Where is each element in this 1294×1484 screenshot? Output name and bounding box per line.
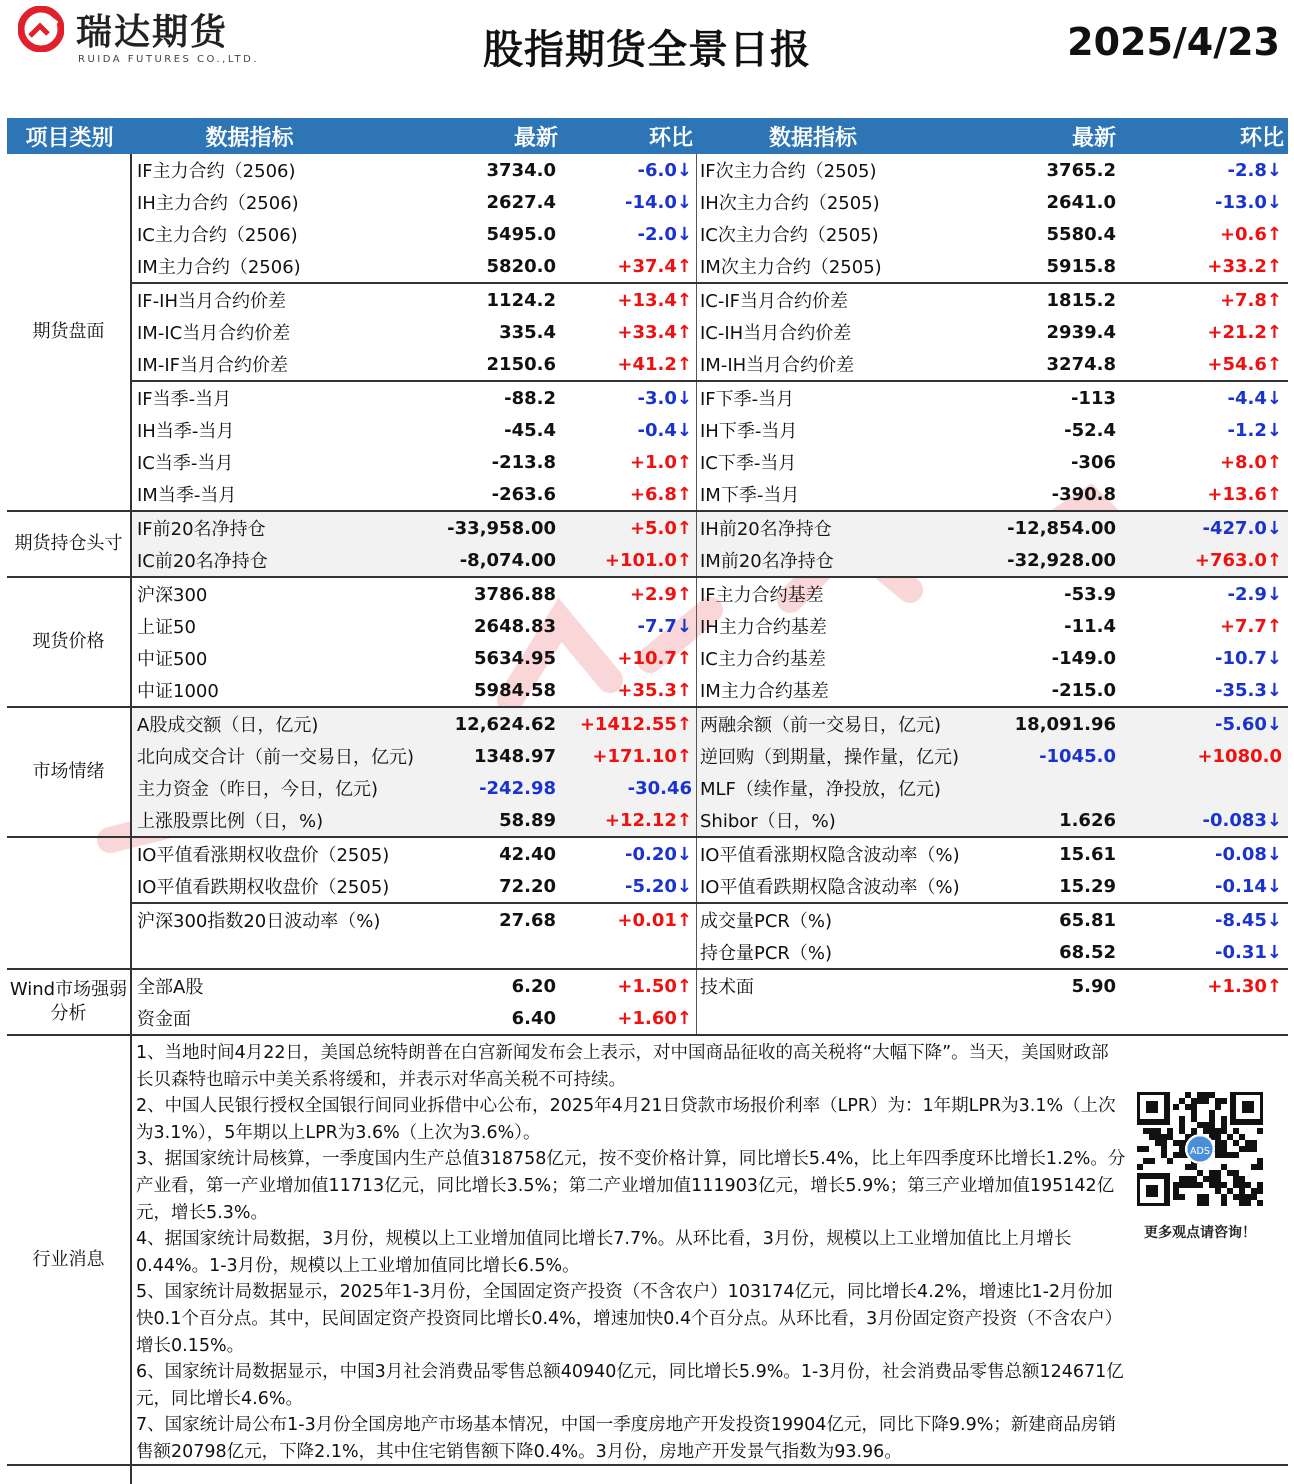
indicator-name: IC次主力合约（2505) xyxy=(700,225,879,246)
change-value: -0.31↓ xyxy=(1215,941,1282,963)
indicator-name: IM-IC当月合约价差 xyxy=(137,323,291,344)
page-title: 股指期货全景日报 xyxy=(483,27,811,73)
indicator-name: 资金面 xyxy=(137,1009,191,1030)
change-value: -30.46 xyxy=(562,772,697,804)
header-change-right: 环比 xyxy=(1239,125,1284,151)
header-indicator-left: 数据指标 xyxy=(205,125,294,151)
change-value: +13.6↑ xyxy=(1207,483,1282,505)
change-value: +21.2↑ xyxy=(1207,321,1282,343)
qr-code-icon xyxy=(1137,1092,1263,1206)
change-value: -10.7↓ xyxy=(1215,647,1282,669)
change-value: -6.0↓ xyxy=(562,154,697,186)
indicator-name: A股成交额（日，亿元) xyxy=(137,715,319,736)
table-row xyxy=(132,674,1288,706)
table-row xyxy=(132,610,1288,642)
latest-value: 5580.4 xyxy=(1046,223,1116,245)
indicator-name: 成交量PCR（%) xyxy=(700,911,833,932)
latest-value: 65.81 xyxy=(1059,909,1116,931)
latest-value: 5915.8 xyxy=(1046,255,1116,277)
indicator-name: 中证500 xyxy=(137,649,208,670)
table-row xyxy=(132,282,1288,316)
section-label xyxy=(7,838,132,968)
table-row xyxy=(132,740,1288,772)
indicator-name: IM下季-当月 xyxy=(700,485,800,506)
latest-value: -149.0 xyxy=(1051,647,1116,669)
bottom-border xyxy=(7,1464,1288,1466)
latest-value: -52.4 xyxy=(1064,419,1116,441)
change-value xyxy=(562,936,697,968)
indicator-name: IM次主力合约（2505) xyxy=(700,257,882,278)
latest-value: 15.29 xyxy=(1059,875,1116,897)
header-change-left: 环比 xyxy=(648,125,693,151)
header-latest-right: 最新 xyxy=(1071,125,1116,151)
indicator-name: IF下季-当月 xyxy=(700,389,795,410)
table-row xyxy=(132,512,1288,544)
indicator-name: IC当季-当月 xyxy=(137,453,234,474)
table-row xyxy=(132,478,1288,510)
change-value: +54.6↑ xyxy=(1207,353,1282,375)
table-header xyxy=(7,118,1288,154)
table-row xyxy=(132,970,1288,1002)
table-section xyxy=(7,968,1288,1034)
latest-value: -242.98 xyxy=(479,777,556,799)
table-row xyxy=(132,154,1288,186)
latest-value: 1.626 xyxy=(1059,809,1116,831)
section-label: Wind市场强弱分析 xyxy=(7,970,132,1034)
indicator-name: IM-IH当月合约价差 xyxy=(700,355,855,376)
report-date: 2025/4/23 xyxy=(1067,20,1280,64)
latest-value: 58.89 xyxy=(499,809,556,831)
section-label: 期货持仓头寸 xyxy=(7,512,132,576)
indicator-name: IM前20名净持仓 xyxy=(700,551,834,572)
table-row xyxy=(132,642,1288,674)
change-value: +0.01↑ xyxy=(562,904,697,936)
news-section xyxy=(7,1034,1288,1484)
latest-value: 5820.0 xyxy=(486,255,556,277)
latest-value: 1124.2 xyxy=(486,289,556,311)
latest-value: -113 xyxy=(1070,387,1116,409)
indicator-name: IO平值看跌期权收盘价（2505) xyxy=(137,877,390,898)
news-item: 1、当地时间4月22日，美国总统特朗普在白宫新闻发布会上表示，对中国商品征收的高关税将“大幅下降”。当天，美国财政部长贝森特也暗示中美关系将缓和，并表示对华高关税不可持续。 xyxy=(136,1043,1109,1090)
table-row xyxy=(132,380,1288,414)
change-value: -0.20↓ xyxy=(562,838,697,870)
change-value: +1080.0 xyxy=(1197,745,1282,767)
indicator-name: IF主力合约（2506) xyxy=(137,161,296,182)
table-section xyxy=(7,510,1288,576)
indicator-name: IM主力合约基差 xyxy=(700,681,829,702)
indicator-name xyxy=(697,1002,929,1034)
change-value: -14.0↓ xyxy=(562,186,697,218)
indicator-name: 逆回购（到期量，操作量，亿元) xyxy=(700,747,960,768)
change-value: +41.2↑ xyxy=(562,348,697,380)
table-row xyxy=(132,446,1288,478)
latest-value: 15.61 xyxy=(1059,843,1116,865)
latest-value: -306 xyxy=(1070,451,1116,473)
latest-value: 3274.8 xyxy=(1046,353,1116,375)
latest-value: -213.8 xyxy=(491,451,556,473)
change-value: +33.2↑ xyxy=(1207,255,1282,277)
latest-value: 3734.0 xyxy=(486,159,556,181)
change-value: +12.12↑ xyxy=(562,804,697,836)
table-section xyxy=(7,706,1288,836)
latest-value: 12,624.62 xyxy=(454,713,556,735)
change-value: +763.0↑ xyxy=(1194,549,1282,571)
indicator-name: Shibor（日，%) xyxy=(700,811,836,832)
section-label: 行业消息 xyxy=(32,1248,105,1270)
latest-value: 6.20 xyxy=(511,975,556,997)
news-item: 3、据国家统计局核算，一季度国内生产总值318758亿元，按不变价格计算，同比增长5.4%，比上年四季度环比增长1.2%。分产业看，第一产业增加值11713亿元，同比增长3.5%；第二产业增加值111903亿元，增长5.9%；第三产业增加值195142亿元，增长5.3%。 xyxy=(136,1149,1126,1223)
indicator-name: 全部A股 xyxy=(137,977,204,998)
news-body xyxy=(130,1036,1288,1484)
latest-value: -215.0 xyxy=(1051,679,1116,701)
latest-value: 27.68 xyxy=(499,909,556,931)
latest-value xyxy=(929,1002,1122,1034)
indicator-name: IM当季-当月 xyxy=(137,485,237,506)
section-rows xyxy=(132,838,1288,968)
change-value: +10.7↑ xyxy=(562,642,697,674)
indicator-name: IF主力合约基差 xyxy=(700,585,824,606)
change-value: +2.9↑ xyxy=(562,578,697,610)
change-value: +101.0↑ xyxy=(562,544,697,576)
latest-value xyxy=(365,936,562,968)
indicator-name: IH主力合约（2506) xyxy=(137,193,299,214)
news-item: 2、中国人民银行授权全国银行间同业拆借中心公布，2025年4月21日贷款市场报价利率（LPR）为：1年期LPR为3.1%（上次为3.1%），5年期以上LPR为3.6%（上次为3.6%）。 xyxy=(136,1096,1116,1143)
latest-value: -33,958.00 xyxy=(447,517,556,539)
indicator-name: IM-IF当月合约价差 xyxy=(137,355,288,376)
latest-value: 72.20 xyxy=(499,875,556,897)
change-value: +0.6↑ xyxy=(1219,223,1282,245)
section-rows xyxy=(132,512,1288,576)
indicator-name: IH主力合约基差 xyxy=(700,617,827,638)
latest-value: 5495.0 xyxy=(486,223,556,245)
change-value: -3.0↓ xyxy=(562,382,697,414)
latest-value: -12,854.00 xyxy=(1007,517,1116,539)
latest-value: 68.52 xyxy=(1059,941,1116,963)
table-body xyxy=(7,154,1288,1034)
change-value: +13.4↑ xyxy=(562,284,697,316)
change-value: +1412.55↑ xyxy=(562,708,697,740)
indicator-name: IF当季-当月 xyxy=(137,389,232,410)
change-value: -2.0↓ xyxy=(562,218,697,250)
change-value: +35.3↑ xyxy=(562,674,697,706)
table-row xyxy=(132,708,1288,740)
latest-value: 5634.95 xyxy=(474,647,556,669)
change-value: -13.0↓ xyxy=(1215,191,1282,213)
change-value: +1.60↑ xyxy=(562,1002,697,1034)
latest-value: -8,074.00 xyxy=(459,549,556,571)
indicator-name: IH次主力合约（2505) xyxy=(700,193,880,214)
latest-value: 2648.83 xyxy=(474,615,556,637)
indicator-name: IC主力合约（2506) xyxy=(137,225,298,246)
indicator-name: IM主力合约（2506) xyxy=(137,257,301,278)
qr-caption: 更多观点请咨询！ xyxy=(1144,1225,1256,1241)
news-list xyxy=(136,1040,1126,1466)
indicator-name: IC下季-当月 xyxy=(700,453,797,474)
change-value: +37.4↑ xyxy=(562,250,697,282)
change-value: -0.08↓ xyxy=(1215,843,1282,865)
section-label: 市场情绪 xyxy=(7,708,132,836)
table-row xyxy=(132,544,1288,576)
latest-value: 3786.88 xyxy=(474,583,556,605)
latest-value: -88.2 xyxy=(504,387,556,409)
section-rows xyxy=(132,970,1288,1034)
indicator-name: IC-IH当月合约价差 xyxy=(700,323,852,344)
change-value: -2.8↓ xyxy=(1227,159,1282,181)
data-table xyxy=(7,118,1288,1484)
change-value: -35.3↓ xyxy=(1215,679,1282,701)
latest-value xyxy=(929,772,1122,804)
table-row xyxy=(132,772,1288,804)
change-value: -0.083↓ xyxy=(1202,809,1282,831)
change-value: +8.0↑ xyxy=(1219,451,1282,473)
table-row xyxy=(132,804,1288,836)
latest-value: -32,928.00 xyxy=(1007,549,1116,571)
table-row xyxy=(132,578,1288,610)
indicator-name: IO平值看跌期权隐含波动率（%) xyxy=(700,877,960,898)
indicator-name: IF前20名净持仓 xyxy=(137,519,266,540)
change-value: +5.0↑ xyxy=(562,512,697,544)
table-section xyxy=(7,836,1288,968)
table-row xyxy=(132,870,1288,902)
indicator-name: IF次主力合约（2505) xyxy=(700,161,877,182)
section-rows xyxy=(132,578,1288,706)
latest-value: 335.4 xyxy=(499,321,556,343)
indicator-name: IO平值看涨期权收盘价（2505) xyxy=(137,845,390,866)
table-row xyxy=(132,1002,1288,1034)
indicator-name: 技术面 xyxy=(700,977,754,998)
report-header xyxy=(0,0,1294,110)
latest-value: 1348.97 xyxy=(474,745,556,767)
table-row xyxy=(132,348,1288,380)
latest-value: -263.6 xyxy=(491,483,556,505)
table-row xyxy=(132,936,1288,968)
indicator-name: 上证50 xyxy=(137,617,196,638)
change-value: -8.45↓ xyxy=(1215,909,1282,931)
indicator-name: IC前20名净持仓 xyxy=(137,551,268,572)
latest-value: 42.40 xyxy=(499,843,556,865)
indicator-name: 沪深300 xyxy=(137,585,208,606)
latest-value: -53.9 xyxy=(1064,583,1116,605)
table-row xyxy=(132,414,1288,446)
indicator-name: IF-IH当月合约价差 xyxy=(137,291,287,312)
latest-value: 5984.58 xyxy=(474,679,556,701)
logo-subtext: RUIDA FUTURES CO.,LTD. xyxy=(78,54,260,65)
change-value: +33.4↑ xyxy=(562,316,697,348)
indicator-name: IO平值看涨期权隐含波动率（%) xyxy=(700,845,960,866)
section-label: 期货盘面 xyxy=(7,154,132,510)
change-value xyxy=(1122,1002,1286,1034)
latest-value: 18,091.96 xyxy=(1014,713,1116,735)
header-latest-left: 最新 xyxy=(513,125,558,151)
indicator-name: IC-IF当月合约价差 xyxy=(700,291,849,312)
table-row xyxy=(132,218,1288,250)
table-row xyxy=(132,316,1288,348)
change-value: -427.0↓ xyxy=(1202,517,1282,539)
change-value: +1.50↑ xyxy=(562,970,697,1002)
indicator-name xyxy=(132,936,365,968)
change-value: +7.8↑ xyxy=(1219,289,1282,311)
section-label: 现货价格 xyxy=(7,578,132,706)
indicator-name: IH前20名净持仓 xyxy=(700,519,832,540)
table-section xyxy=(7,154,1288,510)
table-row xyxy=(132,838,1288,870)
news-item: 7、国家统计局公布1-3月份全国房地产市场基本情况，中国一季度房地产开发投资19904亿元，同比下降9.9%；新建商品房销售额20798亿元，下降2.1%，其中住宅销售额下降0.4%。3月份，房地产开发景气指数为93.96。 xyxy=(136,1415,1116,1462)
indicator-name: IH下季-当月 xyxy=(700,421,798,442)
indicator-name: 北向成交合计（前一交易日，亿元) xyxy=(137,747,415,768)
table-row xyxy=(132,250,1288,282)
latest-value: -45.4 xyxy=(504,419,556,441)
latest-value: 5.90 xyxy=(1071,975,1116,997)
table-section xyxy=(7,576,1288,706)
indicator-name: 沪深300指数20日波动率（%) xyxy=(137,911,381,932)
table-row xyxy=(132,902,1288,936)
header-category: 项目类别 xyxy=(25,125,114,151)
change-value: -7.7↓ xyxy=(562,610,697,642)
indicator-name: 上涨股票比例（日，%) xyxy=(137,811,324,832)
change-value: -0.4↓ xyxy=(562,414,697,446)
latest-value: 1815.2 xyxy=(1046,289,1116,311)
change-value: +1.30↑ xyxy=(1207,975,1282,997)
indicator-name: MLF（续作量，净投放，亿元) xyxy=(700,779,941,800)
change-value: +1.0↑ xyxy=(562,446,697,478)
change-value: +6.8↑ xyxy=(562,478,697,510)
latest-value: 2939.4 xyxy=(1046,321,1116,343)
latest-value: -390.8 xyxy=(1051,483,1116,505)
change-value: -4.4↓ xyxy=(1227,387,1282,409)
latest-value: -1045.0 xyxy=(1039,745,1116,767)
latest-value: 3765.2 xyxy=(1046,159,1116,181)
indicator-name: 持仓量PCR（%) xyxy=(700,943,833,964)
news-item: 5、国家统计局数据显示，2025年1-3月份，全国固定资产投资（不含农户）103174亿元，同比增长4.2%，增速比1-2月份加快0.1个百分点。其中，民间固定资产投资同比增长0.4%，增速加快0.4个百分点。从环比看，3月份固定资产投资（不含农户）增长0.15%。 xyxy=(136,1282,1123,1356)
change-value: -5.20↓ xyxy=(562,870,697,902)
section-rows xyxy=(132,708,1288,836)
indicator-name: 中证1000 xyxy=(137,681,219,702)
qr-badge: ADS xyxy=(1189,1145,1211,1157)
latest-value: 2150.6 xyxy=(486,353,556,375)
change-value: -1.2↓ xyxy=(1227,419,1282,441)
news-item: 6、国家统计局数据显示，中国3月社会消费品零售总额40940亿元，同比增长5.9%。1-3月份，社会消费品零售总额124671亿元，同比增长4.6%。 xyxy=(136,1362,1124,1409)
indicator-name: IH当季-当月 xyxy=(137,421,235,442)
indicator-name: 两融余额（前一交易日，亿元) xyxy=(700,715,942,736)
table-row xyxy=(132,186,1288,218)
latest-value: -11.4 xyxy=(1064,615,1116,637)
section-rows xyxy=(132,154,1288,510)
change-value: -0.14↓ xyxy=(1215,875,1282,897)
indicator-name: IC主力合约基差 xyxy=(700,649,826,670)
change-value: -5.60↓ xyxy=(1215,713,1282,735)
change-value: +7.7↑ xyxy=(1219,615,1282,637)
logo-text: 瑞达期货 xyxy=(76,12,229,53)
news-item: 4、据国家统计局数据，3月份，规模以上工业增加值同比增长7.7%。从环比看，3月份，规模以上工业增加值比上月增长0.44%。1-3月份，规模以上工业增加值同比增长6.5%。 xyxy=(136,1229,1072,1276)
change-value: +171.10↑ xyxy=(562,740,697,772)
latest-value: 2627.4 xyxy=(486,191,556,213)
indicator-name: 主力资金（昨日，今日，亿元) xyxy=(137,779,379,800)
change-value: -2.9↓ xyxy=(1227,583,1282,605)
header-indicator-right: 数据指标 xyxy=(768,125,857,151)
latest-value: 2641.0 xyxy=(1046,191,1116,213)
latest-value: 6.40 xyxy=(511,1007,556,1029)
change-value xyxy=(1122,772,1286,804)
